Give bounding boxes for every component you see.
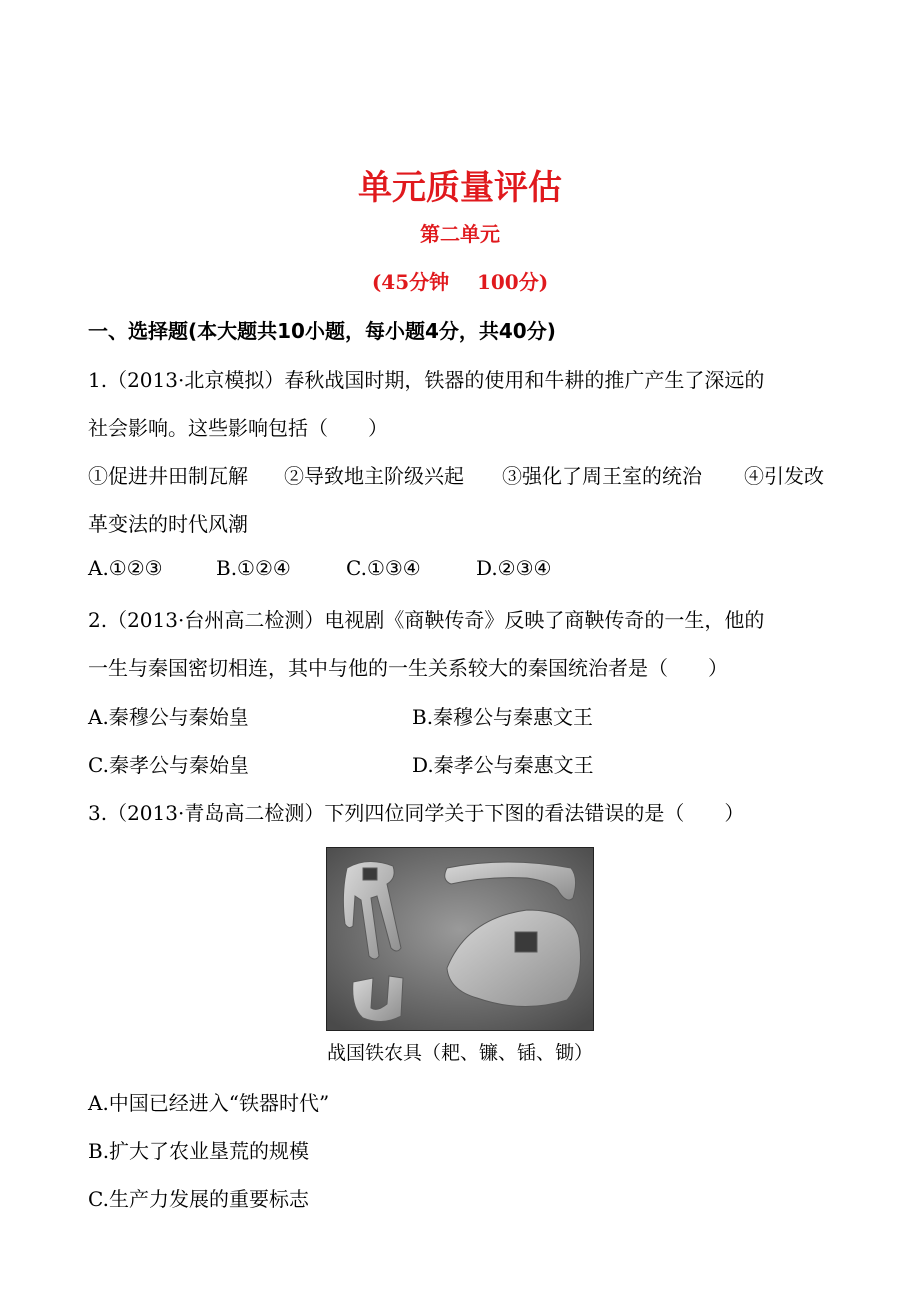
q3-option-a: A.中国已经进入“铁器时代” bbox=[88, 1091, 330, 1115]
q2-stem-line1: 2.（2013·台州高二检测）电视剧《商鞅传奇》反映了商鞅传奇的一生，他的 bbox=[88, 608, 765, 632]
section-heading: 一、选择题(本大题共10小题，每小题4分，共40分) bbox=[88, 319, 556, 343]
page-title: 单元质量评估 bbox=[358, 168, 562, 208]
iron-tools-illustration bbox=[327, 848, 593, 1030]
q2-stem-line2: 一生与秦国密切相连，其中与他的一生关系较大的秦国统治者是（ ） bbox=[88, 656, 728, 680]
iron-tools-photo bbox=[326, 847, 594, 1031]
q3-option-b: B.扩大了农业垦荒的规模 bbox=[88, 1139, 310, 1163]
q1-item: ②导致地主阶级兴起 bbox=[284, 464, 464, 488]
q1-option-d: D.②③④ bbox=[476, 556, 552, 580]
q2-option-d: D.秦孝公与秦惠文王 bbox=[412, 753, 594, 777]
total-score: 100分) bbox=[476, 270, 549, 294]
unit-subtitle: 第二单元 bbox=[420, 222, 500, 246]
q3-option-c: C.生产力发展的重要标志 bbox=[88, 1187, 309, 1211]
q2-option-c: C.秦孝公与秦始皇 bbox=[88, 753, 249, 777]
q1-item: ③强化了周王室的统治 bbox=[502, 464, 702, 488]
q1-stem-line1: 1.（2013·北京模拟）春秋战国时期，铁器的使用和牛耕的推广产生了深远的 bbox=[88, 368, 765, 392]
q2-option-b: B.秦穆公与秦惠文王 bbox=[412, 705, 594, 729]
q1-option-a: A.①②③ bbox=[88, 556, 163, 580]
q1-item: ①促进井田制瓦解 bbox=[88, 464, 248, 488]
q2-option-a: A.秦穆公与秦始皇 bbox=[88, 705, 249, 729]
q3-stem-line1: 3.（2013·青岛高二检测）下列四位同学关于下图的看法错误的是（ ） bbox=[88, 801, 745, 825]
q1-item: ④引发改 bbox=[744, 464, 824, 488]
exam-meta bbox=[0, 266, 920, 295]
q1-stem-line2: 社会影响。这些影响包括（ ） bbox=[88, 416, 388, 440]
q1-option-b: B.①②④ bbox=[216, 556, 291, 580]
q1-option-c: C.①③④ bbox=[346, 556, 421, 580]
q1-item-cont: 革变法的时代风潮 bbox=[88, 512, 248, 536]
figure-caption: 战国铁农具（耙、镰、锸、锄） bbox=[326, 1042, 593, 1064]
time-limit: (45分钟 bbox=[371, 270, 450, 294]
